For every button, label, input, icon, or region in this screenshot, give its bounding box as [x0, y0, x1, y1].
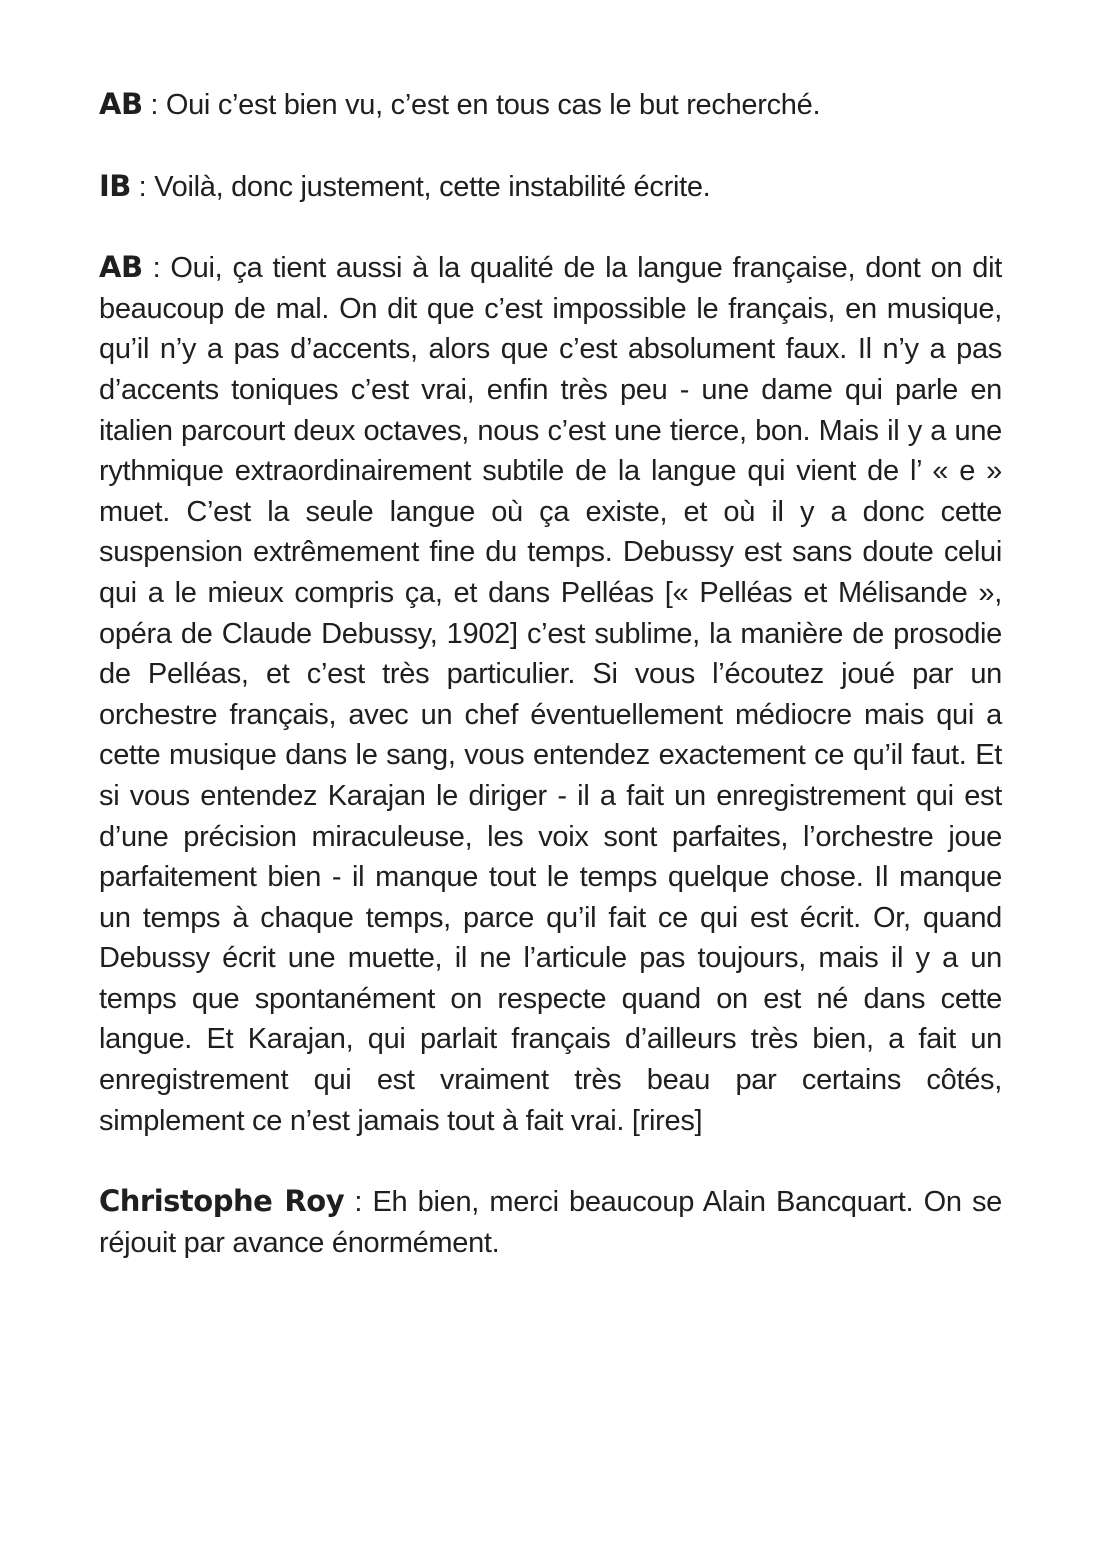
speaker-separator: :: [130, 170, 155, 203]
speaker-separator: :: [142, 252, 171, 285]
speaker-name: IB: [99, 168, 131, 203]
speaker-name: AB: [99, 87, 143, 121]
transcript-paragraph: [99, 166, 1002, 208]
paragraph-text: Oui c’est bien vu, c’est en tous cas le but recherché.: [165, 89, 821, 121]
transcript-paragraph: [99, 247, 1002, 1141]
paragraph-text: Voilà, donc justement, cette instabilité écrite.: [154, 170, 711, 203]
transcript-paragraph: [99, 84, 1002, 126]
speaker-separator: :: [344, 1186, 373, 1219]
transcript-paragraph: [99, 1181, 1002, 1263]
paragraph-text: Eh bien, merci beaucoup Alain Bancquart. On se réjouit par avance énormément.: [99, 1186, 1002, 1259]
transcript-page: [99, 84, 1002, 1263]
speaker-name: AB: [99, 250, 143, 285]
speaker-separator: :: [142, 89, 166, 121]
paragraph-text: Oui, ça tient aussi à la qualité de la langue française, dont on dit beaucoup de mal. On dit que c’est impossible le français, en musique, qu’il n’y a pas d’accents, alors que c’est absolument faux. Il n’y a pas d’accents toniques c’est vrai, enfin très peu - une dame qui parle en italien parcourt deux octaves, nous c’est une tierce, bon. Mais il y a une rythmique extraordinairement subtile de la langue qui vient de l’ « e » muet. C’est la seule langue où ça existe, et où il y a donc cette suspension extrêmement fine du temps. Debussy est sans doute celui qui a le mieux compris ça, et dans Pelléas [« Pelléas et Mélisande », opéra de Claude Debussy, 1902] c’est sublime, la manière de prosodie de Pelléas, et c’est très particulier. Si vous l’écoutez joué par un orchestre français, avec un chef éventuellement médiocre mais qui a cette musique dans le sang, vous entendez exactement ce qu’il faut. Et si vous entendez Karajan le diriger - il a fait un enregistrement qui est d’une précision miraculeuse, les voix sont parfaites, l’orchestre joue parfaitement bien - il manque tout le temps quelque chose. Il manque un temps à chaque temps, parce qu’il fait ce qui est écrit. Or, quand Debussy écrit une muette, il ne l’articule pas toujours, mais il y a un temps que spontanément on respecte quand on est né dans cette langue. Et Karajan, qui parlait français d’ailleurs très bien, a fait un enregistrement qui est vraiment très beau par certains côtés, simplement ce n’est jamais tout à fait vrai. [rires]: [99, 252, 1002, 1137]
speaker-name: Christophe Roy: [99, 1184, 345, 1219]
